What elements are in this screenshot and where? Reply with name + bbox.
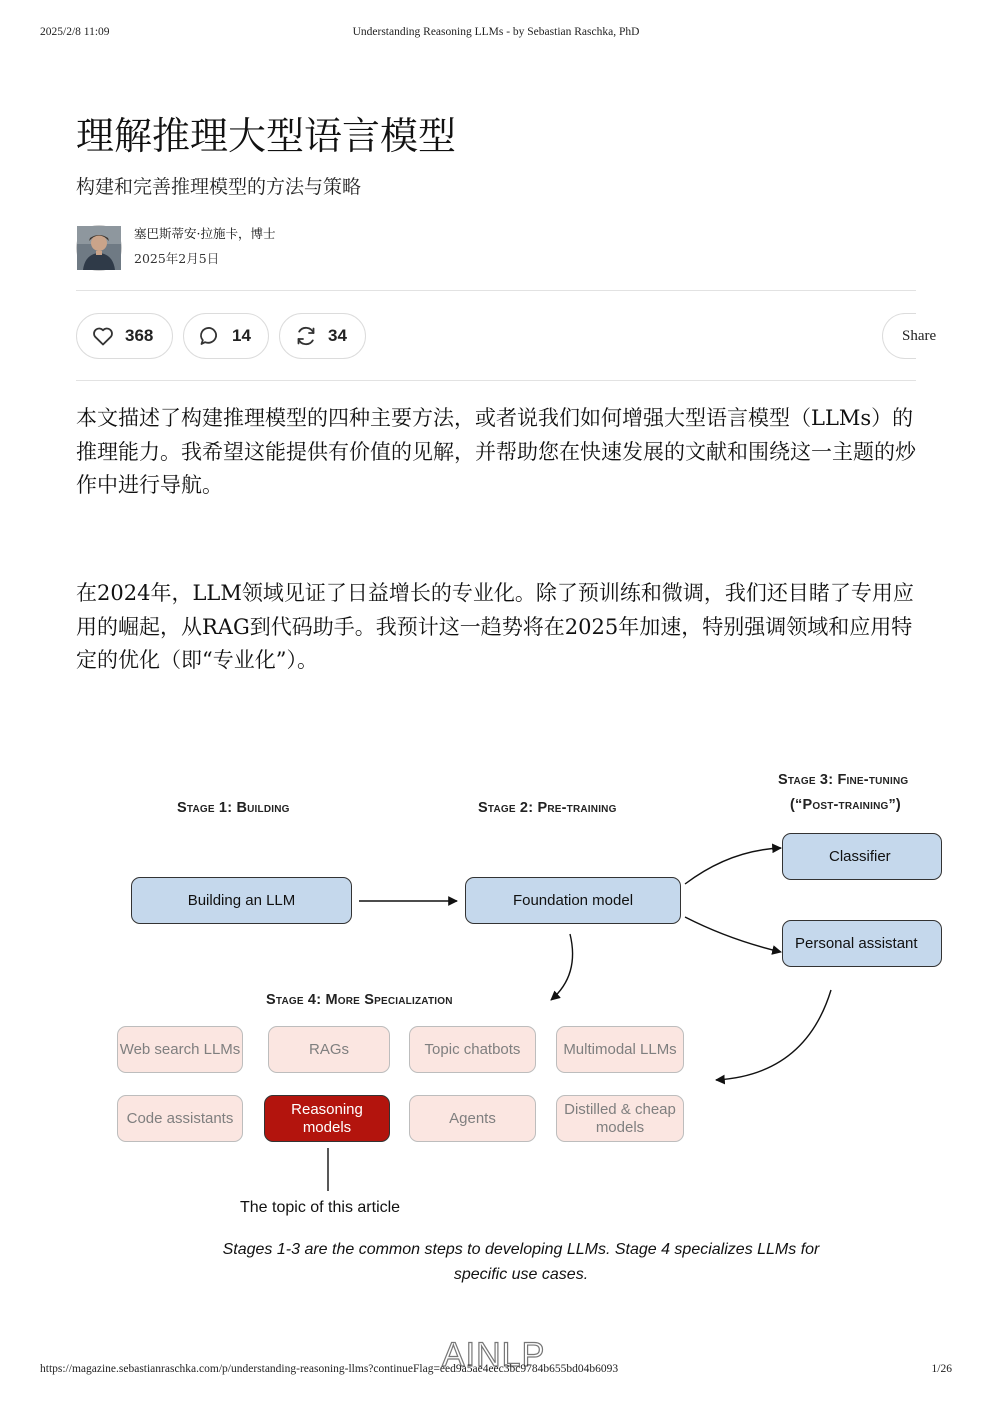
rags-box: RAGs bbox=[268, 1026, 390, 1073]
stage3-sublabel: (“Post-training”) bbox=[790, 797, 901, 813]
figure-arrows bbox=[100, 760, 916, 1230]
intro-paragraph: 本文描述了构建推理模型的四种主要方法，或者说我们如何增强大型语言模型（LLMs）的推理能力。我希望这能提供有价值的见解，并帮助您在快速发展的文献和围绕这一主题的炒作中进行导航。 bbox=[76, 406, 916, 497]
personal-assistant-box: Personal assistant bbox=[782, 920, 942, 967]
context-paragraph: 在2024年，LLM领域见证了日益增长的专业化。除了预训练和微调，我们还目睹了专用应用的崛起，从RAG到代码助手。我预计这一趋势将在2025年加速，特别强调领域和应用特定的优化（即“专业化”）。 bbox=[76, 581, 914, 672]
stage2-label: Stage 2: Pre-training bbox=[478, 800, 617, 816]
restack-icon bbox=[294, 324, 318, 348]
topic-chatbots-box: Topic chatbots bbox=[409, 1026, 536, 1073]
post-date: 2025年2月5日 bbox=[134, 251, 220, 266]
share-button[interactable] bbox=[882, 313, 937, 359]
pointer-label: The topic of this article bbox=[240, 1199, 401, 1216]
comment-icon bbox=[198, 324, 222, 348]
agents-box: Agents bbox=[409, 1095, 536, 1142]
distilled-models-box: Distilled & cheap models bbox=[556, 1095, 684, 1142]
share-label: Share bbox=[902, 328, 937, 344]
stage4-label: Stage 4: More Specialization bbox=[266, 992, 453, 1008]
print-page-number: 1/26 bbox=[931, 1363, 952, 1375]
comment-button[interactable] bbox=[183, 313, 269, 359]
llm-stages-figure bbox=[100, 760, 916, 1230]
divider bbox=[76, 290, 916, 291]
heart-icon bbox=[91, 324, 115, 348]
like-button[interactable] bbox=[76, 313, 173, 359]
code-assistants-box: Code assistants bbox=[117, 1095, 243, 1142]
watermark: AINLP bbox=[442, 1336, 546, 1374]
figure-caption: Stages 1-3 are the common steps to developing LLMs. Stage 4 specializes LLMs for specific use cases. bbox=[222, 1241, 820, 1283]
classifier-box: Classifier bbox=[782, 833, 942, 880]
print-header bbox=[0, 26, 992, 42]
print-footer bbox=[0, 1363, 992, 1379]
restack-count: 34 bbox=[328, 326, 347, 345]
building-llm-box: Building an LLM bbox=[131, 877, 352, 924]
stage1-label: Stage 1: Building bbox=[177, 800, 290, 816]
web-search-llms-box: Web search LLMs bbox=[117, 1026, 243, 1073]
like-count: 368 bbox=[125, 326, 154, 345]
multimodal-llms-box: Multimodal LLMs bbox=[556, 1026, 684, 1073]
restack-button[interactable] bbox=[279, 313, 366, 359]
comment-count: 14 bbox=[232, 326, 251, 345]
divider bbox=[76, 380, 916, 381]
article-title: 理解推理大型语言模型 bbox=[76, 114, 457, 158]
print-datetime: 2025/2/8 11:09 bbox=[40, 26, 110, 38]
print-page-title: Understanding Reasoning LLMs - by Sebastian Raschka, PhD bbox=[352, 26, 640, 38]
author-avatar[interactable] bbox=[76, 225, 122, 271]
article-subtitle: 构建和完善推理模型的方法与策略 bbox=[76, 176, 362, 198]
stage3-label: Stage 3: Fine-tuning bbox=[778, 772, 909, 788]
foundation-model-box: Foundation model bbox=[465, 877, 681, 924]
print-url: https://magazine.sebastianraschka.com/p/understanding-reasoning-llms?continueFlag=eed9a5ae4eec3bc9784b655bd04b6093 bbox=[40, 1363, 619, 1375]
author-name[interactable]: 塞巴斯蒂安·拉施卡，博士 bbox=[134, 226, 276, 241]
reasoning-models-box: Reasoning models bbox=[264, 1095, 390, 1142]
